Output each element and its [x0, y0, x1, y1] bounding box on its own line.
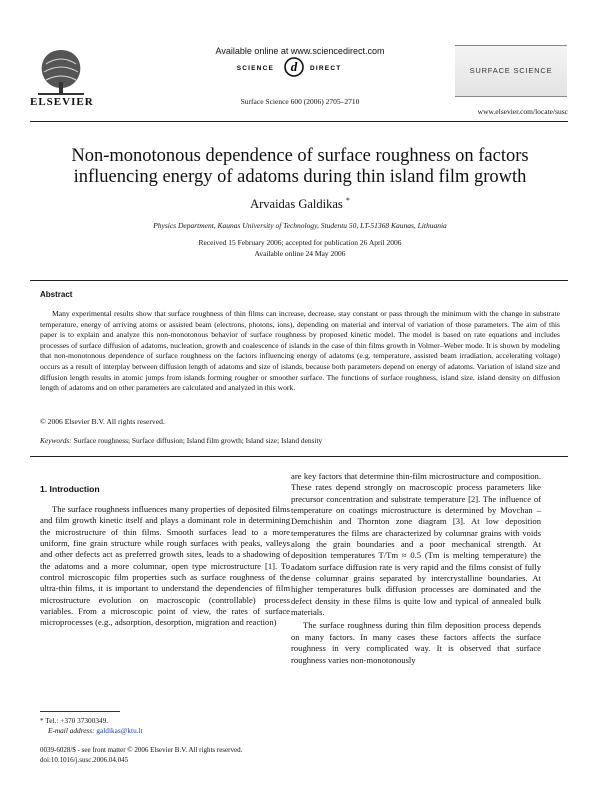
svg-text:d: d	[290, 59, 298, 74]
header-rule	[30, 121, 568, 122]
abstract-bottom-rule	[30, 456, 568, 457]
article-dates	[0, 238, 600, 259]
affiliation: Physics Department, Kaunas University of Technology, Studentu 50, LT-51368 Kaunas, Lithuania	[153, 221, 447, 230]
journal-url[interactable]: www.elsevier.com/locate/susc	[477, 107, 568, 116]
keywords	[40, 436, 322, 445]
email-link[interactable]: galdikas@ktu.lt	[96, 726, 143, 735]
intro-paragraph-2: are key factors that determine thin-film microstructure and composition. These rates depend strongly on macroscopic process parameters like precursor concentration and substrate temperature [2]. The influence of temperature on coatings microstructure is determined by Movchan – Demchishin and Thornton zone diagram [3]. At low deposition temperatures the films are characterized by columnar grains with voids along the grain boundaries and a poor mechanical strength. At deposition temperatures T/Tm ≈ 0.5 (Tm is melting temperature) the adatom surface diffusion rate is very rapid and the films consist of fully dense columnar grains separated by intercrystalline boundaries. At higher temperatures bulk diffusion processes are dominated and the defect density in these films is quite low and typical of annealed bulk materials.	[291, 471, 541, 618]
publisher-name: ELSEVIER	[30, 96, 94, 108]
doi-line[interactable]: doi:10.1016/j.susc.2006.04.045	[40, 756, 129, 764]
sd-logo-right-text: DIRECT	[310, 65, 342, 72]
email-label: E-mail address:	[48, 726, 95, 735]
received-date: Received 15 February 2006; accepted for publication 26 April 2006	[198, 238, 402, 247]
sd-logo-left-text: SCIENCE	[236, 65, 274, 72]
author-name[interactable]: Arvaidas Galdikas	[250, 197, 343, 212]
intro-paragraph-1: The surface roughness influences many properties of deposited films and film growth kinetic itself and plays a dominant role in determining the microstructure of thin films. Smooth surfaces lead to a more uniform, fine grain structure while rough surfaces with peaks, valleys and other defects act as preferred growth sites, leads to a shadowing of the adatoms and a more columnar, open type microstructure [1]. To control microscopic film properties such as surface roughness of the ultra-thin films, it is important to understand the dependencies of film microstructure evolution on macroscopic (controllable) process variables. From a microscopic point of view, the rates of surface microprocesses (e.g., adsorption, desorption, migration and reaction)	[40, 504, 290, 628]
left-column	[40, 504, 290, 629]
issn-line: 0039-6028/$ - see front matter © 2006 Elsevier B.V. All rights reserved.	[40, 746, 243, 754]
abstract-heading: Abstract	[40, 290, 73, 299]
section-heading-introduction: 1. Introduction	[40, 484, 100, 494]
journal-name: SURFACE SCIENCE	[469, 66, 553, 75]
sciencedirect-logo	[232, 56, 382, 78]
author-mark: *	[345, 196, 350, 205]
abstract-text: Many experimental results show that surface roughness of thin films can increase, decrease, stay constant or pass through the minimum with the change in substrate temperature, energy of arriving atoms or assisted beam (electrons, photons, ions), depending on material and interval of variation of those parameters. The aim of this paper is to explain and analyze this non-monotonous behavior of surface roughness by proposed kinetic model. The model is based on rate equations and includes processes of surface diffusion of adatoms, nucleation, growth and coalescence of islands in the case of thin films growth in Volmer–Weber mode. It is shown by modeling that non-monotonous dependence of surface roughness on the factors influencing energy of adatoms (e.g. temperature, assisted beam irradiation, accelerating voltage) occurs as a result of interplay between diffusion length of adatoms and size of islands, because both parameters depend on energy of adatoms. Variation of island size and diffusion length results in atomic jumps from islands forming rougher or smoother surface. The functions of surface roughness, island size, island density on diffusion length of adatoms and on other parameters are calculated and analyzed in this work.	[40, 309, 560, 393]
right-column	[291, 471, 541, 666]
available-online: Available online at www.sciencedirect.com	[215, 46, 385, 56]
abstract-copyright: © 2006 Elsevier B.V. All rights reserved.	[40, 417, 165, 426]
author	[0, 196, 600, 212]
title-line-1: Non-monotonous dependence of surface roughness on factors	[71, 146, 529, 166]
keywords-label: Keywords:	[40, 436, 72, 445]
intro-paragraph-3: The surface roughness during thin film deposition process depends on many factors. In many cases these factors affects the surface roughness in very complicated way. It is observed that surface roughness varies non-monotonously	[291, 620, 541, 665]
title-line-2: influencing energy of adatoms during thin island film growth	[73, 167, 527, 187]
article-title	[40, 146, 560, 188]
abstract-top-rule	[30, 280, 568, 281]
online-date: Available online 24 May 2006	[254, 248, 346, 258]
keywords-list: Surface roughness; Surface diffusion; Island film growth; Island size; Island density	[73, 436, 323, 445]
footnote-rule	[40, 711, 120, 712]
footnote-email	[48, 726, 143, 735]
journal-reference: Surface Science 600 (2006) 2705–2710	[240, 97, 360, 106]
footnote-telephone: * Tel.: +370 37300349.	[40, 716, 109, 725]
